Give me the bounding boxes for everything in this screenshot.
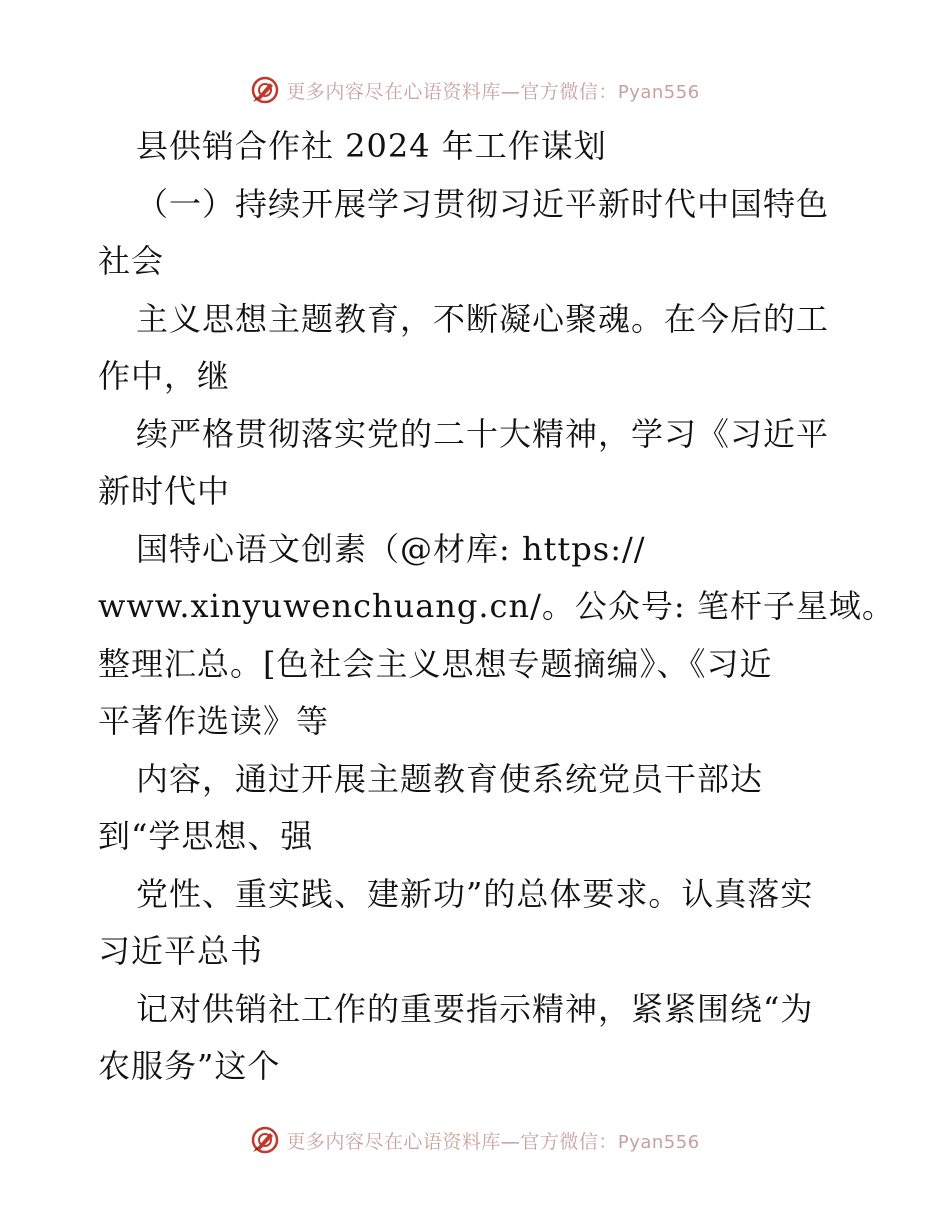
paragraph-line: 习近平总书: [98, 932, 264, 970]
paragraph-line: 记对供销社工作的重要指示精神，紧紧围绕“为: [136, 989, 814, 1028]
footer-banner-text: [286, 1127, 699, 1154]
pen-nib-logo-icon: [250, 1125, 280, 1155]
footer-banner: [0, 1120, 950, 1160]
header-banner-text: [286, 77, 699, 104]
paragraph-line: 农服务”这个: [98, 1047, 281, 1085]
paragraph-line: 作中，继: [98, 357, 231, 395]
pen-nib-logo-icon: [250, 75, 280, 105]
paragraph-line: 新时代中: [98, 472, 231, 510]
paragraph-line: 国特心语文创素（@材库: https://: [136, 529, 646, 568]
paragraph-line: 平著作选读》等: [98, 702, 330, 740]
header-banner-label: 官方微信：: [520, 80, 618, 103]
paragraph-line: www.xinyuwenchuang.cn/。公众号: 笔杆子星域。: [98, 587, 895, 625]
paragraph-line: 内容，通过开展主题教育使系统党员干部达: [136, 759, 764, 798]
paragraph-line: 党性、重实践、建新功”的总体要求。认真落实: [136, 874, 814, 913]
paragraph-line: 主义思想主题教育，不断凝心聚魂。在今后的工: [136, 299, 830, 338]
document-title: 县供销合作社 2024 年工作谋划: [136, 127, 607, 165]
paragraph-line: 续严格贯彻落实党的二十大精神，学习《习近平: [136, 414, 830, 453]
document-body: [98, 118, 895, 1096]
footer-banner-sep: —: [500, 1130, 521, 1153]
header-banner-main: 更多内容尽在心语资料库: [286, 80, 501, 103]
paragraph-line: 到“学思想、强: [98, 817, 314, 855]
header-banner: [0, 70, 950, 110]
paragraph-line: 社会: [98, 242, 165, 280]
footer-banner-label: 官方微信：: [520, 1130, 618, 1153]
header-banner-sep: —: [500, 80, 521, 103]
footer-banner-id: Pyan556: [617, 1131, 700, 1153]
paragraph-line: （一）持续开展学习贯彻习近平新时代中国特色: [136, 184, 830, 223]
header-banner-id: Pyan556: [617, 81, 700, 103]
paragraph-line: 整理汇总。[色社会主义思想专题摘编》、《习近: [98, 644, 773, 683]
footer-banner-main: 更多内容尽在心语资料库: [286, 1130, 501, 1153]
